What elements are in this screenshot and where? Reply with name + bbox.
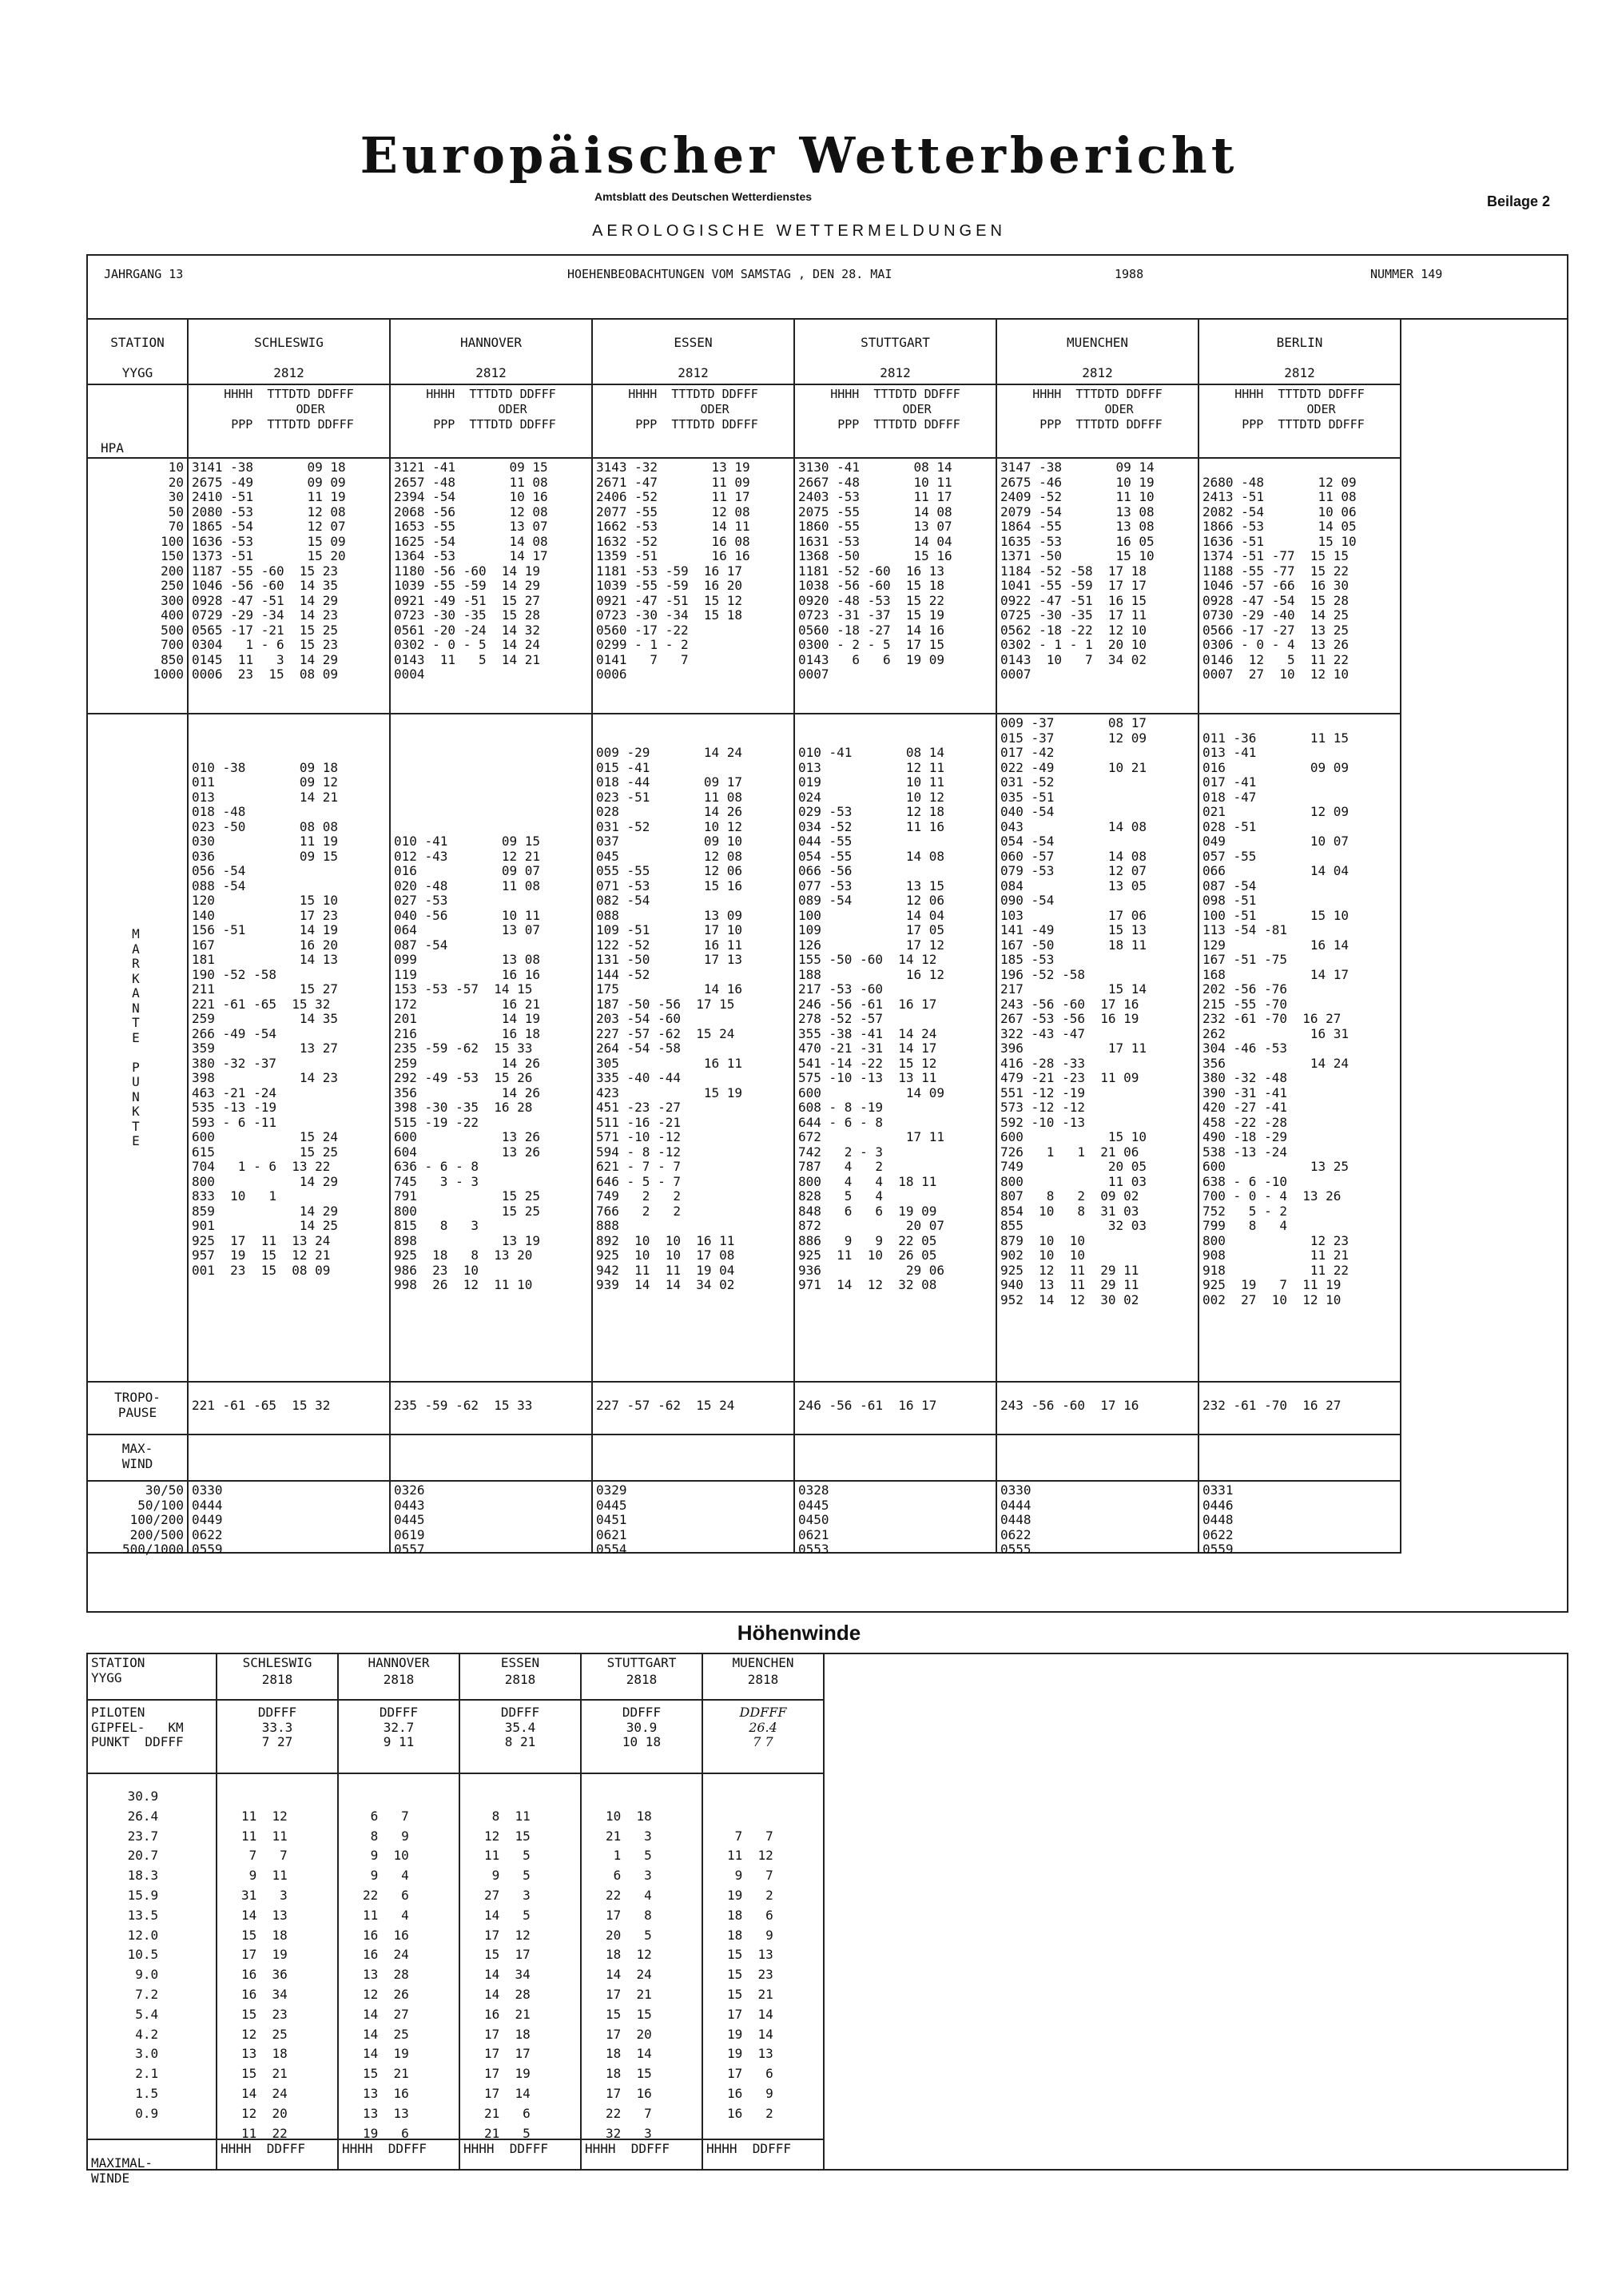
maxwind-layers-text: 30/50 50/100 100/200 200/500 500/1000 xyxy=(121,1482,184,1557)
hw-maximal xyxy=(703,2140,825,2171)
maxwind xyxy=(391,1482,593,1557)
hw-gipfel-data: DDFFF 30.9 10 18 xyxy=(622,1705,662,1749)
maxwind-data: 0329 0445 0451 0621 0554 xyxy=(596,1482,627,1557)
hw-station xyxy=(703,1654,825,1701)
standard-data: 3147 -38 09 14 2675 -46 10 19 2409 -52 11 10 2079 -54 13 08 1864 -55 13 08 1635 -53 16 05 1371 -50 15 10 1184 -52 -58 17 18 1041 -55 -59 17 17 0922 -47 -51 16 15 0725 -30 -35 17 11 0562 -18 -22 12 10 0302 - 1 - 1 20 10 0143 10 7 34 02 0007 xyxy=(1000,460,1155,682)
standard-levels xyxy=(997,459,1199,714)
page-title: Europäischer Wetterbericht xyxy=(360,126,1238,185)
column-header xyxy=(997,385,1199,459)
pressure-levels-text: 10 20 30 50 70 100 150 200 250 300 400 500 700 850 1000 xyxy=(153,460,184,682)
tropopause-label-cell xyxy=(88,1383,189,1435)
hw-gipfel-data: DDFFF 35.4 8 21 xyxy=(500,1705,540,1749)
column-header xyxy=(391,385,593,459)
column-header xyxy=(593,385,795,459)
station-name: SCHLESWIG xyxy=(254,335,324,350)
column-header-text: HHHH TTTDTD DDFFF ODER PPP TTTDTD DDFFF xyxy=(830,387,960,432)
hw-maximal-header: HHHH DDFFF xyxy=(342,2141,427,2156)
hw-winds xyxy=(460,1774,582,2140)
column-header xyxy=(1199,385,1401,459)
markante-label: M A R K A N T E P U N K T E xyxy=(132,926,140,1148)
beilage-label: Beilage 2 xyxy=(1486,193,1550,209)
hw-gipfel xyxy=(460,1701,582,1774)
column-header xyxy=(795,385,997,459)
hw-winds-data: 8 11 12 15 11 5 9 5 27 3 14 5 17 12 15 17 14 34 14 28 16 21 17 18 17 17 17 19 17 14 21 6 21 5 xyxy=(484,1808,531,2141)
hw-maximal xyxy=(460,2140,582,2171)
station-label-cell xyxy=(88,318,189,385)
hw-gipfel-data: DDFFF 32.7 9 11 xyxy=(379,1705,419,1749)
hw-maximal xyxy=(582,2140,703,2171)
hw-levels xyxy=(88,1774,217,2140)
column-header-text: HHHH TTTDTD DDFFF ODER PPP TTTDTD DDFFF xyxy=(426,387,556,432)
hw-station-name: ESSEN xyxy=(500,1655,540,1670)
tropopause-data: 227 -57 -62 15 24 xyxy=(596,1398,735,1413)
tropopause xyxy=(391,1383,593,1435)
markante-data: 009 -37 08 17 015 -37 12 09 017 -42 022 -49 10 21 031 -52 035 -51 040 -54 043 14 08 054 -54 060 -57 14 08 079 -53 12 07 084 13 05 090 -54 103 17 06 141 -49 15 13 167 -50 18 11 185 -53 196 -52 -58 217 15 14 243 -56 -60 17 16 267 -53 -56 16 19 322 -43 -47 396 17 11 416 -28 -33 479 -21 -23 11 09 551 -12 -19 573 -12 -12 592 -10 -13 600 15 10 726 1 1 21 06 749 20 05 800 11 03 807 8 2 09 02 854 10 8 31 03 855 32 03 879 10 10 902 10 10 925 12 11 29 11 940 13 11 29 11 952 14 12 30 02 xyxy=(1000,715,1147,1307)
markante-points xyxy=(997,714,1199,1383)
station-yygg: 2812 xyxy=(1082,365,1113,380)
hw-winds xyxy=(339,1774,460,2140)
hw-gipfel-data: DDFFF 26.4 7 7 xyxy=(739,1705,787,1749)
report-title: HOEHENBEOBACHTUNGEN VOM SAMSTAG , DEN 28. MAI xyxy=(567,267,892,281)
maxwind-empty xyxy=(593,1435,795,1482)
station-label: STATION xyxy=(110,335,165,350)
hoehenwinde-title: Höhenwinde xyxy=(737,1621,861,1645)
hw-maximal-header: HHHH DDFFF xyxy=(221,2141,305,2156)
hw-gipfel xyxy=(703,1701,825,1774)
report-number: NUMMER 149 xyxy=(1370,267,1443,281)
standard-data: 2680 -48 12 09 2413 -51 11 08 2082 -54 10 06 1866 -53 14 05 1636 -51 15 10 1374 -51 -77 15 15 1188 -55 -77 15 22 1046 -57 -66 16 30 0928 -47 -54 15 28 0730 -29 -40 14 25 0566 -17 -27 13 25 0306 - 0 - 4 13 26 0146 12 5 11 22 0007 27 10 12 10 xyxy=(1202,474,1357,682)
standard-levels xyxy=(795,459,997,714)
hw-maximal-label xyxy=(88,2140,217,2186)
hw-station xyxy=(582,1654,703,1701)
tropopause-data: 243 -56 -60 17 16 xyxy=(1000,1398,1139,1413)
standard-levels xyxy=(391,459,593,714)
tropopause xyxy=(795,1383,997,1435)
subtitle: Amtsblatt des Deutschen Wetterdienstes xyxy=(594,190,813,203)
maxwind-empty xyxy=(1199,1435,1401,1482)
standard-levels xyxy=(1199,459,1401,714)
hw-maximal xyxy=(339,2140,460,2171)
tropopause xyxy=(189,1383,391,1435)
hw-station xyxy=(460,1654,582,1701)
standard-data: 3121 -41 09 15 2657 -48 11 08 2394 -54 10 16 2068 -56 12 08 1653 -55 13 07 1625 -54 14 08 1364 -53 14 17 1180 -56 -60 14 19 1039 -55 -59 14 29 0921 -49 -51 15 27 0723 -30 -35 15 28 0561 -20 -24 14 32 0302 - 0 - 5 14 24 0143 11 5 14 21 0004 xyxy=(394,460,548,682)
hw-station-name: HANNOVER xyxy=(368,1655,430,1670)
maxwind-empty xyxy=(795,1435,997,1482)
report-year: 1988 xyxy=(1115,267,1144,281)
tropopause xyxy=(1199,1383,1401,1435)
station-name: BERLIN xyxy=(1276,335,1323,350)
hw-station xyxy=(217,1654,339,1701)
standard-levels xyxy=(189,459,391,714)
maxwind-data: 0330 0444 0448 0622 0555 xyxy=(1000,1482,1032,1557)
hw-winds-data: 10 18 21 3 1 5 6 3 22 4 17 8 20 5 18 12 14 24 17 21 15 15 17 20 18 14 18 15 17 16 22 7 32 3 xyxy=(606,1808,652,2141)
station-header xyxy=(189,318,391,385)
station-yygg: 2812 xyxy=(475,365,507,380)
maxwind xyxy=(997,1482,1199,1557)
markante-points xyxy=(1199,714,1401,1383)
tropopause-data: 246 -56 -61 16 17 xyxy=(798,1398,937,1413)
maxwind-label: MAX- WIND xyxy=(121,1441,153,1471)
maxwind xyxy=(189,1482,391,1557)
hoehenwinde-table xyxy=(86,1653,1568,2186)
maxwind-layers xyxy=(88,1482,189,1557)
tropopause xyxy=(593,1383,795,1435)
column-header-text: HHHH TTTDTD DDFFF ODER PPP TTTDTD DDFFF xyxy=(1234,387,1365,432)
hw-station-yygg: 2818 xyxy=(504,1671,536,1687)
markante-points xyxy=(593,714,795,1383)
aerology-table xyxy=(86,254,1568,1613)
maxwind-label-cell xyxy=(88,1435,189,1482)
maxwind-empty xyxy=(189,1435,391,1482)
station-header xyxy=(997,318,1199,385)
maxwind-data: 0331 0446 0448 0622 0559 xyxy=(1202,1482,1234,1557)
station-yygg: 2812 xyxy=(880,365,911,380)
hw-winds xyxy=(217,1774,339,2140)
tropopause-label: TROPO- PAUSE xyxy=(114,1390,161,1420)
station-header xyxy=(391,318,593,385)
standard-data: 3141 -38 09 18 2675 -49 09 09 2410 -51 11 19 2080 -53 12 08 1865 -54 12 07 1636 -53 15 09 1373 -51 15 20 1187 -55 -60 15 23 1046 -56 -60 14 35 0928 -47 -51 14 29 0729 -29 -34 14 23 0565 -17 -21 15 25 0304 1 - 6 15 23 0145 11 3 14 29 0006 23 15 08 09 xyxy=(192,460,346,682)
hw-gipfel xyxy=(339,1701,460,1774)
station-yygg: 2812 xyxy=(1284,365,1315,380)
markante-points xyxy=(189,714,391,1383)
tropopause-data: 232 -61 -70 16 27 xyxy=(1202,1398,1342,1413)
hw-winds xyxy=(703,1774,825,2140)
hw-piloten-label xyxy=(88,1701,217,1774)
hw-maximal-header: HHHH DDFFF xyxy=(463,2141,548,2156)
section-title: AEROLOGISCHE WETTERMELDUNGEN xyxy=(592,222,1006,240)
maxwind xyxy=(795,1482,997,1557)
markante-data: 010 -41 08 14 013 12 11 019 10 11 024 10 12 029 -53 12 18 034 -52 11 16 044 -55 054 -55 14 08 066 -56 077 -53 13 15 089 -54 12 06 100 14 04 109 17 05 126 17 12 155 -50 -60 14 12 188 16 12 217 -53 -60 246 -56 -61 16 17 278 -52 -57 355 -38 -41 14 24 470 -21 -31 14 17 541 -14 -22 15 12 575 -10 -13 13 11 600 14 09 608 - 8 -19 644 - 6 - 8 672 17 11 742 2 - 3 787 4 2 800 4 4 18 11 828 5 4 848 6 6 19 09 872 20 07 886 9 9 22 05 925 11 10 26 05 936 29 06 971 14 12 32 08 xyxy=(798,745,945,1292)
station-grid xyxy=(88,318,1402,1613)
pressure-levels xyxy=(88,459,189,714)
standard-data: 3130 -41 08 14 2667 -48 10 11 2403 -53 11 17 2075 -55 14 08 1860 -55 13 07 1631 -53 14 04 1368 -50 15 16 1181 -52 -60 16 13 1038 -56 -60 15 18 0920 -48 -53 15 22 0723 -31 -37 15 19 0560 -18 -27 14 16 0300 - 2 - 5 17 15 0143 6 6 19 09 0007 xyxy=(798,460,952,682)
hw-station-name: STUTTGART xyxy=(606,1655,677,1670)
hw-station-label-text: STATION YYGG xyxy=(91,1655,145,1685)
hw-station-name: SCHLESWIG xyxy=(242,1655,312,1670)
hw-maximal-label-text: MAXIMAL- WINDE xyxy=(91,2155,153,2186)
station-name: STUTTGART xyxy=(861,335,930,350)
hw-station-yygg: 2818 xyxy=(747,1671,779,1687)
hw-maximal xyxy=(217,2140,339,2171)
station-name: ESSEN xyxy=(674,335,713,350)
maxwind xyxy=(1199,1482,1401,1557)
markante-data: 010 -41 09 15 012 -43 12 21 016 09 07 020 -48 11 08 027 -53 040 -56 10 11 064 13 07 087 -54 099 13 08 119 16 16 153 -53 -57 14 15 172 16 21 201 14 19 216 16 18 235 -59 -62 15 33 259 14 26 292 -49 -53 15 26 356 14 26 398 -30 -35 16 28 515 -19 -22 600 13 26 604 13 26 636 - 6 - 8 745 3 - 3 791 15 25 800 15 25 815 8 3 898 13 19 925 18 8 13 20 986 23 10 998 26 12 11 10 xyxy=(394,834,541,1292)
markante-label-cell xyxy=(88,714,189,1383)
maxwind-data: 0330 0444 0449 0622 0559 xyxy=(192,1482,223,1557)
hw-piloten-label-text: PILOTEN GIPFEL- KM PUNKT DDFFF xyxy=(91,1705,184,1749)
station-yygg: 2812 xyxy=(273,365,304,380)
hw-station-label xyxy=(88,1654,217,1701)
hw-station-yygg: 2818 xyxy=(261,1671,293,1687)
maxwind-data: 0326 0443 0445 0619 0557 xyxy=(394,1482,425,1557)
tropopause-data: 221 -61 -65 15 32 xyxy=(192,1398,331,1413)
hw-maximal-header: HHHH DDFFF xyxy=(706,2141,791,2156)
hw-gipfel xyxy=(582,1701,703,1774)
hw-gipfel-data: DDFFF 33.3 7 27 xyxy=(257,1705,297,1749)
maxwind-data: 0328 0445 0450 0621 0553 xyxy=(798,1482,829,1557)
hpa-label: HPA xyxy=(101,440,124,456)
markante-points xyxy=(795,714,997,1383)
hw-levels-text: 30.9 26.4 23.7 20.7 18.3 15.9 13.5 12.0 10.5 9.0 7.2 5.4 4.2 3.0 2.1 1.5 0.9 xyxy=(127,1789,159,2121)
tropopause-data: 235 -59 -62 15 33 xyxy=(394,1398,533,1413)
hw-winds xyxy=(582,1774,703,2140)
jahrgang: JAHRGANG 13 xyxy=(104,267,184,281)
column-header-text: HHHH TTTDTD DDFFF ODER PPP TTTDTD DDFFF xyxy=(628,387,758,432)
maxwind-empty xyxy=(391,1435,593,1482)
markante-data: 011 -36 11 15 013 -41 016 09 09 017 -41 018 -47 021 12 09 028 -51 049 10 07 057 -55 066 14 04 087 -54 098 -51 100 -51 15 10 113 -54 -81 129 16 14 167 -51 -75 168 14 17 202 -56 -76 215 -55 -70 232 -61 -70 16 27 262 16 31 304 -46 -53 356 14 24 380 -32 -48 390 -31 -41 420 -27 -41 458 -22 -28 490 -18 -29 538 -13 -24 600 13 25 638 - 6 -10 700 - 0 - 4 13 26 752 5 - 2 799 8 4 800 12 23 908 11 21 918 11 22 925 19 7 11 19 002 27 10 12 10 xyxy=(1202,730,1350,1307)
standard-levels xyxy=(593,459,795,714)
hw-station-name: MUENCHEN xyxy=(732,1655,794,1670)
hw-maximal-header: HHHH DDFFF xyxy=(585,2141,670,2156)
station-yygg: 2812 xyxy=(678,365,709,380)
standard-data: 3143 -32 13 19 2671 -47 11 09 2406 -52 11 17 2077 -55 12 08 1662 -53 14 11 1632 -52 16 08 1359 -51 16 16 1181 -53 -59 16 17 1039 -55 -59 16 20 0921 -47 -51 15 12 0723 -30 -34 15 18 0560 -17 -22 0299 - 1 - 2 0141 7 7 0006 xyxy=(596,460,750,682)
markante-points xyxy=(391,714,593,1383)
hw-winds-data: 6 7 8 9 9 10 9 4 22 6 11 4 16 16 16 24 13 28 12 26 14 27 14 25 14 19 15 21 13 16 13 13 19 6 xyxy=(363,1808,409,2141)
hoehenwinde-grid xyxy=(88,1654,825,2186)
info-row xyxy=(88,256,1567,320)
markante-data: 010 -38 09 18 011 09 12 013 14 21 018 -48 023 -50 08 08 030 11 19 036 09 15 056 -54 088 -54 120 15 10 140 17 23 156 -51 14 19 167 16 20 181 14 13 190 -52 -58 211 15 27 221 -61 -65 15 32 259 14 35 266 -49 -54 359 13 27 380 -32 -37 398 14 23 463 -21 -24 535 -13 -19 593 - 6 -11 600 15 24 615 15 25 704 1 - 6 13 22 800 14 29 833 10 1 859 14 29 901 14 25 925 17 11 13 24 957 19 15 12 21 001 23 15 08 09 xyxy=(192,759,339,1278)
hw-station-yygg: 2818 xyxy=(626,1671,658,1687)
hw-station xyxy=(339,1654,460,1701)
hpa-label-cell xyxy=(88,385,189,459)
column-header xyxy=(189,385,391,459)
yygg-label: YYGG xyxy=(121,365,153,380)
hw-gipfel xyxy=(217,1701,339,1774)
column-header-text: HHHH TTTDTD DDFFF ODER PPP TTTDTD DDFFF xyxy=(1032,387,1163,432)
station-header xyxy=(1199,318,1401,385)
maxwind xyxy=(593,1482,795,1557)
hw-winds-data: 7 7 11 12 9 7 19 2 18 6 18 9 15 13 15 23 15 21 17 14 19 14 19 13 17 6 16 9 16 2 xyxy=(727,1828,773,2121)
station-header xyxy=(593,318,795,385)
hw-winds-data: 11 12 11 11 7 7 9 11 31 3 14 13 15 18 17 19 16 36 16 34 15 23 12 25 13 18 15 21 14 24 12 20 11 22 xyxy=(241,1808,288,2141)
maxwind-empty xyxy=(997,1435,1199,1482)
hw-station-yygg: 2818 xyxy=(383,1671,415,1687)
column-header-text: HHHH TTTDTD DDFFF ODER PPP TTTDTD DDFFF xyxy=(224,387,354,432)
station-header xyxy=(795,318,997,385)
station-name: HANNOVER xyxy=(459,335,523,350)
tropopause xyxy=(997,1383,1199,1435)
station-name: MUENCHEN xyxy=(1066,335,1129,350)
markante-data: 009 -29 14 24 015 -41 018 -44 09 17 023 -51 11 08 028 14 26 031 -52 10 12 037 09 10 045 12 08 055 -55 12 06 071 -53 15 16 082 -54 088 13 09 109 -51 17 10 122 -52 16 11 131 -50 17 13 144 -52 175 14 16 187 -50 -56 17 15 203 -54 -60 227 -57 -62 15 24 264 -54 -58 305 16 11 335 -40 -44 423 15 19 451 -23 -27 511 -16 -21 571 -10 -12 594 - 8 -12 621 - 7 - 7 646 - 5 - 7 749 2 2 766 2 2 888 892 10 10 16 11 925 10 10 17 08 942 11 11 19 04 939 14 14 34 02 xyxy=(596,745,743,1292)
